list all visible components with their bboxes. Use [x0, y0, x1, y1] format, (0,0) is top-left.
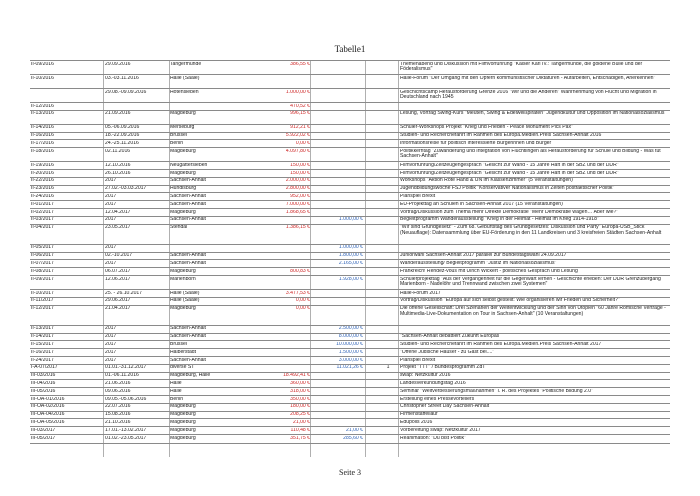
row-date: 2017 [105, 357, 117, 363]
row-amount: 386,55 € [290, 61, 310, 67]
row-place: Sachsen-Anhalt [170, 253, 206, 259]
row-id: III-OA-05/2016 [31, 419, 65, 425]
row-place: Tangermünde [170, 61, 202, 67]
table-row [30, 147, 670, 162]
row-date: 2017 [105, 217, 117, 223]
row-amount: 470,52 € [290, 103, 310, 109]
row-amount-alt: 1.500,00 € [338, 349, 363, 355]
row-place: Berlin [170, 396, 184, 402]
row-id: II-22/2016 [31, 178, 54, 184]
row-description: Seminar "Weltverbesserungsmaßnahmen" I. R. des Projektes "Politische Bildung 2.0" [400, 388, 593, 394]
row-amount: 350,00 € [290, 396, 310, 402]
row-description: Wanderausstellung/ Begleitprogramm "Justiz im Nationalsozialismus" [400, 260, 557, 266]
row-date: 2017 [105, 334, 117, 340]
row-date: 21.04.2017 [105, 306, 131, 312]
row-amount-alt: 21,00 € [346, 427, 363, 433]
row-id: III-OA-01/2016 [31, 396, 65, 402]
row-amount: 0,00 € [295, 306, 310, 312]
row-place: Marienborn [170, 276, 196, 282]
row-id: II-01/2017 [31, 201, 54, 207]
row-description: Edupolis 2016 [400, 419, 433, 425]
row-place: Halberstadt [170, 349, 197, 355]
row-date: 29.09.2016 [105, 61, 131, 67]
row-date: 2017 [105, 245, 117, 251]
row-date: 17.01.-13.02.2017 [105, 427, 147, 433]
row-date: 15.08.2016 [105, 412, 131, 418]
row-amount-alt: 8.000,00 € [338, 334, 363, 340]
row-id: II-10/2017 [31, 290, 54, 296]
row-id: II-16/2017 [31, 349, 54, 355]
row-amount-alt: 1.000,00 € [338, 245, 363, 251]
row-id: II-19/2016 [31, 162, 54, 168]
row-description: swap: Netzkultur 2016 [400, 373, 451, 379]
row-place: Magdeburg [170, 111, 196, 117]
row-amount: 351,75 € [290, 435, 310, 441]
row-amount: 150,00 € [290, 170, 310, 176]
row-date: 2017 [105, 201, 117, 207]
row-place: Brüssel [170, 133, 187, 139]
row-place: Brüssel [170, 341, 187, 347]
row-id: III-05/2016 [31, 388, 56, 394]
row-description: Lesung, Vortrag Swing-Kurs "Meuten, Swing & Edelweißpiraten" Jugendkultur und Opposition im Nationalsozialismus [400, 111, 665, 117]
row-id: II-20/2016 [31, 170, 54, 176]
row-id: II-09/2016 [31, 61, 54, 67]
row-id: II-10/2016 [31, 75, 54, 81]
row-description: Geschichtscamp Herausforderung Grenze 2016 "Wir und die Anderen" Wahrnehmung von Flucht und Migration in Deutschland nach 1945 [400, 89, 657, 101]
row-amount: 110,48 € [290, 427, 310, 433]
row-id: III-03/2016 [31, 373, 56, 379]
row-place: Magdeburg [170, 268, 196, 274]
row-description: Reanimation: "Du bist Politik" [400, 435, 466, 441]
row-amount-alt: 3.000,00 € [338, 357, 363, 363]
page-title: Tabelle1 [334, 44, 366, 54]
row-place: Halle (Saale) [170, 298, 200, 304]
row-date: 03.-03.11.2016 [105, 75, 139, 81]
row-place: Sachsen-Anhalt [170, 260, 206, 266]
row-place: Magdeburg [170, 148, 196, 154]
row-place: Magdeburg [170, 427, 196, 433]
row-date: 09.05.-05.06.2016 [105, 396, 147, 402]
row-place: Magdeburg [170, 435, 196, 441]
row-description: Jugendbildungswoche FSJ Politik "Konservativer Nationalismus in Zeiten postfaktischer Politik" [400, 186, 615, 192]
row-description: Juniorwahl Sachsen-Anhalt 2017 parallel zur Bundestagswahl 24.09.2017 [400, 253, 567, 259]
row-description: Vorbereitung swap: Netzkultur 2017 [400, 427, 481, 433]
row-date: 23.05.2017 [105, 225, 131, 231]
row-date: 01.01.-31.12.2017 [105, 365, 147, 371]
row-description: Planspiel Brexit [400, 357, 436, 363]
row-date: 21.09.2016 [105, 111, 131, 117]
row-id: III-OA-04/2016 [31, 412, 65, 418]
row-id: II-12/2016 [31, 103, 54, 109]
row-amount-alt: 11.021,26 € [336, 365, 363, 371]
row-amount: 180,00 € [290, 404, 310, 410]
table-row [30, 60, 670, 75]
row-date: 02.-10.2017 [105, 253, 133, 259]
row-description: Landesverkundungstag 2016 [400, 380, 466, 386]
row-date: 26.10.2016 [105, 170, 131, 176]
table-row [30, 88, 670, 103]
row-id: II-11/2017 [31, 298, 54, 304]
row-date: 2017 [105, 260, 117, 266]
row-amount: 7.000,00 € [285, 201, 310, 207]
row-amount-alt: 2.500,00 € [338, 326, 363, 332]
row-amount: 996,15 € [290, 111, 310, 117]
row-place: Magdeburg [170, 170, 196, 176]
row-id: II-05/2017 [31, 245, 54, 251]
row-amount: 318,00 € [290, 388, 310, 394]
row-place: Sachsen-Anhalt [170, 217, 206, 223]
row-description: Filmvorführung/Zeitzeugengespräch "Gesicht zur Wand - 15 Jahre Haft in der SBZ und der DDR" [400, 170, 619, 176]
row-description: "Sachsen-Anhalt debattiert Zukunft Europas [400, 334, 500, 340]
row-description: EU-Projekttag an Schulen in Sachsen-Anhalt 2017 (15 Veranstaltungen) [400, 201, 563, 207]
table-row [30, 434, 670, 444]
row-amount: 800,83 € [290, 268, 310, 274]
row-place: Merseburg [170, 125, 195, 131]
row-description: Schüler-Workshops Projekt "Krieg und Frieden - Peace Monument Pics Pax" [400, 125, 573, 131]
row-amount: 1.386,15 € [285, 225, 310, 231]
row-description: Studien- und Recherchefahrt im Rahmen des Europa.Medien.Preis Sachsen-Anhalt 2016 [400, 133, 602, 139]
row-place: Hötensleben [170, 89, 199, 95]
row-description: Christopher Street Day Sachsen-Anhalt [400, 404, 490, 410]
row-description: Filmvorführung/Zeitzeugengespräch "Gesicht zur Wand - 15 Jahre Haft in der SBZ und der DDR" [400, 162, 619, 168]
row-amount: 2.000,00 € [285, 178, 310, 184]
row-date: 12.10.2016 [105, 162, 131, 168]
row-description: Planspiel Brexit [400, 193, 436, 199]
row-id: II-04/2017 [31, 225, 54, 231]
row-date: 2017 [105, 193, 117, 199]
row-amount: 1.868,65 € [285, 209, 310, 215]
row-date: 12.04.2017 [105, 209, 131, 215]
row-amount-alt: 10.000,00 € [336, 341, 363, 347]
row-id: II-18/2016 [31, 148, 54, 154]
row-amount: 5.922,02 € [285, 133, 310, 139]
row-id: II-07/2017 [31, 260, 54, 266]
row-place: Sachsen-Anhalt [170, 193, 206, 199]
row-amount: 912,21 € [290, 125, 310, 131]
row-date: 21.10.2016 [105, 419, 131, 425]
row-amount-alt: 1.000,00 € [338, 217, 363, 223]
row-amount: 4.097,80 € [285, 148, 310, 154]
row-amount-alt: 2.165,00 € [338, 260, 363, 266]
row-id: II-14/2017 [31, 334, 54, 340]
row-date: 12.06.2017 [105, 276, 131, 282]
row-description: Themenabend und Diskussion mit Filmvorführung "Kaiser Karl IV.: Tangermünde, die goldene Bulle und der Föderalismus" [400, 61, 643, 73]
row-amount: 18.492,41 € [283, 373, 310, 379]
row-description: Workshops "Aktion Rote Hand & UN im Klassenzimmer" (5 Veranstaltungen) [400, 178, 573, 184]
row-place: Sachsen-Anhalt [170, 334, 206, 340]
row-description: Begleitprogramm Wanderausstellung "Krieg in der Heimat - Heimat im Krieg 1914-1918" [400, 217, 599, 223]
row-place: Neugattersleben [170, 162, 208, 168]
row-date: 06.07.2017 [105, 268, 131, 274]
row-description: Politikkerntag "Zuwanderung und Integration von Flüchtlingen als Herausforderung für Schule und Bildung - Was tut Sachsen-Anhalt" [400, 148, 661, 160]
row-amount-alt: 1.800,00 € [338, 253, 363, 259]
table-row [30, 305, 670, 326]
row-place: Magdeburg, Halle [170, 373, 211, 379]
row-place: Halle (Saale) [170, 290, 200, 296]
row-date: 29.08.-09.09.2016 [105, 89, 147, 95]
row-amount: 3.477,53 € [285, 290, 310, 296]
row-date: 25. - 26.10.2017 [105, 290, 143, 296]
row-id: II-03/2017 [31, 217, 54, 223]
row-description: "Offene Jüdische Häuser - zu Gast bei...." [400, 349, 495, 355]
row-date: 01.02.-23.05.2017 [105, 435, 147, 441]
row-description: Halle-Forum "Der Umgang mit den Opfern kommunistischer Diktaturen - Aufarbeiten, Entschädigen, Anerkennen" [400, 75, 656, 81]
row-id: II-23/2016 [31, 186, 54, 192]
row-id: III-03/2017 [31, 427, 56, 433]
row-id: II-14/2016 [31, 125, 54, 131]
row-id: II-24/2017 [31, 357, 54, 363]
row-id: III-05/2017 [31, 435, 56, 441]
row-date: 09.06.2016 [105, 388, 131, 394]
row-id: II-09/2017 [31, 276, 54, 282]
row-date: 27.02.-03.03.2017 [105, 186, 147, 192]
row-place: Magdeburg [170, 412, 196, 418]
row-date: 02.11.2016 [105, 148, 131, 154]
row-id: II-15/2017 [31, 341, 54, 347]
row-place: Magdeburg [170, 404, 196, 410]
row-place: Sachsen-Anhalt [170, 326, 206, 332]
row-place: diverse ST [170, 365, 195, 371]
row-description: Erstellung eines Pressevorteilers [400, 396, 475, 402]
row-place: Magdeburg [170, 419, 196, 425]
row-id: II-16/2016 [31, 133, 54, 139]
table-row [30, 275, 670, 290]
table-row [30, 110, 670, 125]
row-description: Studien- und Recherchefahrt im Rahmen des Europa.Medien.Preis Sachsen-Anhalt 2017 [400, 341, 602, 347]
row-date: 18.-22.09.2016 [105, 133, 140, 139]
row-description: Frankreich! Rendez-vous mit Ulrich Wickert - politisches Gespräch und Lesung [400, 268, 578, 274]
row-place: Hundisburg [170, 186, 197, 192]
row-amount: 150,00 € [290, 162, 310, 168]
row-description: Projekt "TTT" / Bundesprogramm ZdT [400, 365, 486, 371]
row-place: Magdeburg [170, 209, 196, 215]
row-date: 2017 [105, 349, 117, 355]
row-amount: 0,00 € [295, 140, 310, 146]
row-place: Stendal [170, 225, 188, 231]
row-place: Berlin [170, 140, 184, 146]
row-description: Vortrag/Diskussion zum Thema mehr Direkte Demokratie "Mehr Demokratie wagen… Aber wie?" [400, 209, 619, 215]
row-description: Informationsreise für politisch interessierte Bürgerinnen und Bürger [400, 140, 552, 146]
row-date: 2017 [105, 178, 117, 184]
row-description: Firmenstaffellauf [400, 412, 438, 418]
row-date: 22.07.2016 [105, 404, 131, 410]
row-date: 01.-06.11.2016 [105, 373, 139, 379]
row-description: Vortrag/Diskussion "Europa auf sich selbst gestellt: Wie organisieren wir Frieden und Sicherheit?" [400, 298, 620, 304]
row-date: 05.-06.09.2016 [105, 125, 140, 131]
row-id: III-04/2016 [31, 380, 56, 386]
row-amount-alt: 1.928,00 € [338, 276, 363, 282]
row-amount: 360,00 € [290, 380, 310, 386]
row-id: II-24/2016 [31, 193, 54, 199]
row-id: II-08/2017 [31, 268, 54, 274]
page-number: Seite 3 [339, 468, 361, 477]
row-description: "Wir sind Grundgesetz" - Zum 68. Geburtstag des Grundgesetzes: Diskussion und Party" Europa-USB_Stick (Neuauflage): Datensammlung über EU-Förderung in den 11 Landkreisen und 3 kreisfreien Städten Sachsen-Anhalt [400, 225, 662, 236]
row-date: 2017 [105, 326, 117, 332]
row-date: 24.-25.11.2016 [105, 140, 139, 146]
row-place: Magdeburg [170, 306, 196, 312]
row-amount: 208,25 € [290, 412, 310, 418]
table-row [30, 224, 670, 245]
row-place: Sachsen-Anhalt [170, 178, 206, 184]
row-amount: 952,00 € [290, 193, 310, 199]
row-description: Schülerprojekttag "Aus der Vergangenheit für die Gegenwart lernen - Geschichte erleben: Der DDR Grenzübergang Marienborn - Nadelöhr und Trennwand zwischen zwei Systemen" [400, 276, 661, 288]
row-place: Halle (Saale) [170, 75, 200, 81]
row-count: 1 [386, 365, 390, 371]
row-place: Sachsen-Anhalt [170, 357, 206, 363]
row-id: II-17/2016 [31, 140, 54, 146]
row-id: III-OA-02/2016 [31, 404, 65, 410]
row-amount: 2.800,00 € [285, 186, 310, 192]
row-amount-alt: 285,60 € [343, 435, 363, 441]
row-id: II-12/2017 [31, 306, 54, 312]
row-date: 21.06.2016 [105, 380, 131, 386]
row-date: 29.06.2017 [105, 298, 131, 304]
row-id: I-A-07/2017 [31, 365, 58, 371]
data-table [30, 60, 670, 457]
row-description: Die offene Gesellschaft: Drei Szenarien der Weltentwicklung und der Sinn von Utopien "60 Jahre Römische Verträge - Multimedia-Live-Dokumentation on Tour in Sachsen-Anhalt" (10 Veranstaltungen) [400, 306, 666, 317]
row-id: II-13/2017 [31, 326, 54, 332]
row-description: Halle-Forum 2017 [400, 290, 441, 296]
row-place: Halle [170, 380, 182, 386]
row-date: 2017 [105, 341, 117, 347]
row-id: II-02/2017 [31, 209, 54, 215]
table-row [30, 74, 670, 89]
row-place: Sachsen-Anhalt [170, 201, 206, 207]
row-amount: 0,00 € [295, 298, 310, 304]
row-amount: 21,00 € [293, 419, 310, 425]
row-id: II-06/2017 [31, 253, 54, 259]
row-place: Halle [170, 388, 182, 394]
row-amount: 1.000,00 € [285, 89, 310, 95]
row-id: II-13/2016 [31, 111, 54, 117]
